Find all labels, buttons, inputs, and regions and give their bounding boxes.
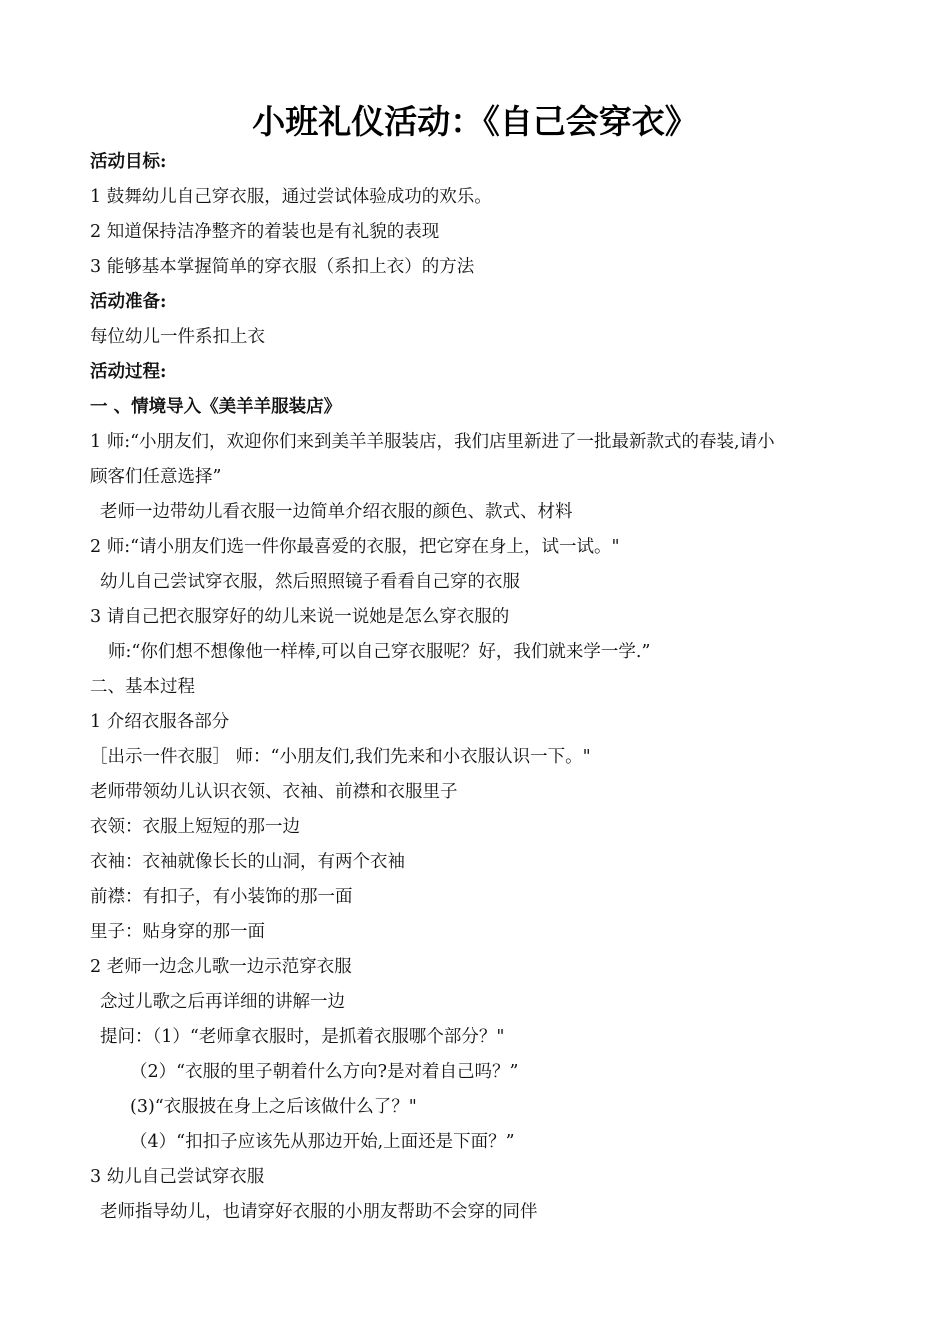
paragraph-line: 二、基本过程 xyxy=(90,677,195,697)
paragraph-line: 念过儿歌之后再详细的讲解一边 xyxy=(100,992,345,1012)
paragraph-line: 1 鼓舞幼儿自己穿衣服，通过尝试体验成功的欢乐。 xyxy=(90,187,492,207)
paragraph-line: 每位幼儿一件系扣上衣 xyxy=(90,327,265,347)
paragraph-line: 老师指导幼儿，也请穿好衣服的小朋友帮助不会穿的同伴 xyxy=(100,1202,538,1222)
paragraph-line: 顾客们任意选择” xyxy=(90,467,222,487)
paragraph-line: （4）“扣扣子应该先从那边开始,上面还是下面？” xyxy=(130,1132,515,1152)
paragraph-line: 2 知道保持洁净整齐的着装也是有礼貌的表现 xyxy=(90,222,440,242)
paragraph-line: 前襟：有扣子，有小装饰的那一面 xyxy=(90,887,353,907)
section-heading: 活动目标: xyxy=(90,152,167,172)
paragraph-line: 提问：（1）“老师拿衣服时，是抓着衣服哪个部分？" xyxy=(100,1027,505,1047)
document-body xyxy=(90,145,870,1230)
paragraph-line: 师:“你们想不想像他一样棒,可以自己穿衣服呢？好，我们就来学一学.” xyxy=(108,642,651,662)
paragraph-line: (3)“衣服披在身上之后该做什么了？" xyxy=(130,1097,417,1117)
paragraph-line: 3 请自己把衣服穿好的幼儿来说一说她是怎么穿衣服的 xyxy=(90,607,510,627)
paragraph-line: 1 师:“小朋友们，欢迎你们来到美羊羊服装店，我们店里新进了一批最新款式的春装,请小 xyxy=(90,432,775,452)
paragraph-line: 老师带领幼儿认识衣领、衣袖、前襟和衣服里子 xyxy=(90,782,458,802)
paragraph-line: 幼儿自己尝试穿衣服，然后照照镜子看看自己穿的衣服 xyxy=(100,572,520,592)
paragraph-line: ［出示一件衣服］ 师：“小朋友们,我们先来和小衣服认识一下。" xyxy=(90,747,591,767)
paragraph-line: 衣袖：衣袖就像长长的山洞，有两个衣袖 xyxy=(90,852,405,872)
paragraph-line: 里子：贴身穿的那一面 xyxy=(90,922,265,942)
paragraph-line: 2 老师一边念儿歌一边示范穿衣服 xyxy=(90,957,352,977)
page-title: 小班礼仪活动：《自己会穿衣》 xyxy=(252,102,698,141)
paragraph-line: （2）“衣服的里子朝着什么方向?是对着自己吗？” xyxy=(130,1062,519,1082)
paragraph-line: 衣领：衣服上短短的那一边 xyxy=(90,817,300,837)
paragraph-line: 1 介绍衣服各部分 xyxy=(90,712,230,732)
section-heading: 活动过程: xyxy=(90,362,167,382)
paragraph-line: 2 师:“请小朋友们选一件你最喜爱的衣服，把它穿在身上，试一试。" xyxy=(90,537,620,557)
section-heading: 活动准备: xyxy=(90,292,167,312)
paragraph-line: 3 能够基本掌握简单的穿衣服（系扣上衣）的方法 xyxy=(90,257,475,277)
paragraph-line: 老师一边带幼儿看衣服一边简单介绍衣服的颜色、款式、材料 xyxy=(100,502,573,522)
paragraph-line: 3 幼儿自己尝试穿衣服 xyxy=(90,1167,265,1187)
section-heading: 一 、情境导入《美羊羊服装店》 xyxy=(90,397,342,417)
